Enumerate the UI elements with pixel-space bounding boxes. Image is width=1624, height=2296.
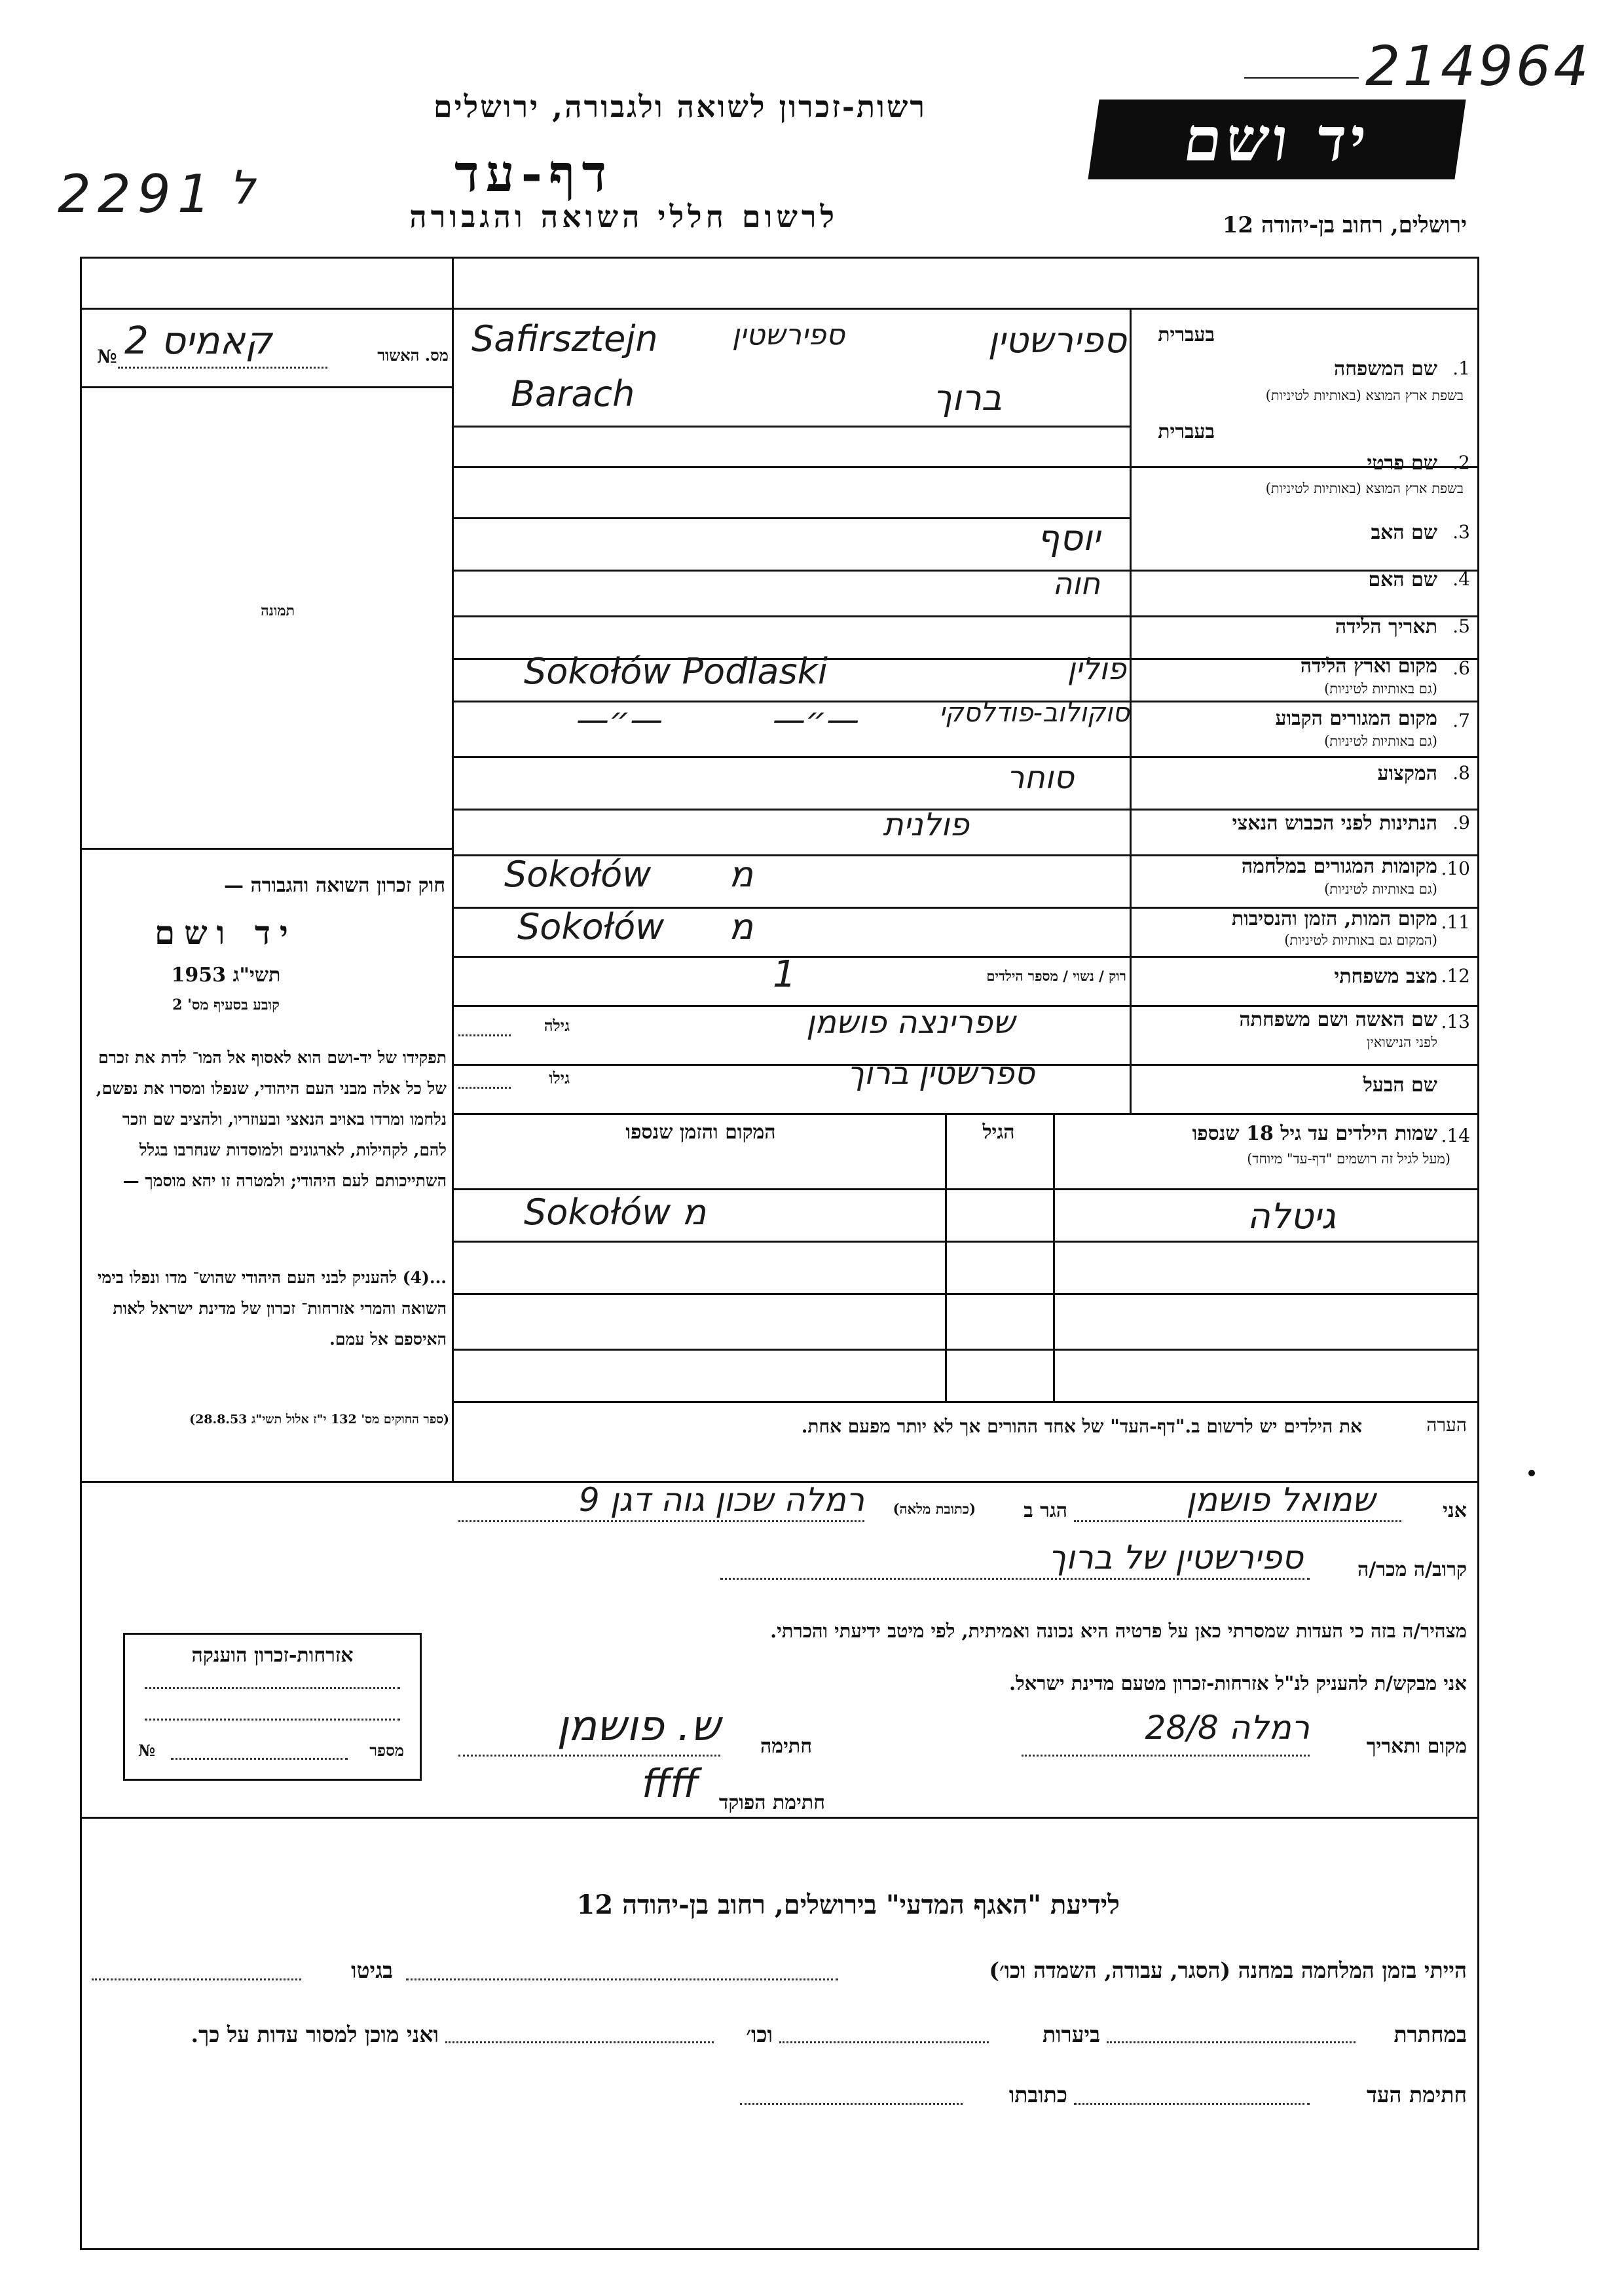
birthplace-latin-value: Sokołów Podlaski [524, 651, 828, 692]
form-subtitle: לרשום חללי השואה והגבורה [409, 199, 838, 234]
field-9-label: הנתינות לפני הכבוש הנאצי [1232, 812, 1437, 835]
field-13-number: 13. [1441, 1011, 1470, 1032]
law-title: חוק זכרון השואה והגבורה — [224, 874, 445, 897]
field-8-number: 8. [1452, 762, 1470, 784]
field-3-number: 3. [1452, 521, 1470, 543]
note-text: את הילדים יש לרשום ב."דף-העד" של אחד ההורים אך לא יותר מפעם אחת. [801, 1415, 1362, 1437]
hebrew-tag-1: בעברית [1158, 323, 1215, 346]
death-place-latin: Sokołów [517, 906, 665, 947]
declaration-request: אני מבקש/ת להעניק לנ"ל אזרחות-זכרון מטעם מדינת ישראל. [1008, 1672, 1467, 1694]
husband-age-label: גילו [549, 1068, 570, 1087]
officer-signature-label: חתימת הפוקד [718, 1791, 825, 1814]
frame-row-top [80, 308, 1479, 310]
field-6-number: 6. [1452, 657, 1470, 679]
field-7-sub: (גם באותיות לטיניות) [1324, 733, 1437, 749]
photo-label: תמונה [261, 602, 295, 619]
field-11-sub: (המקום גם באותיות לטיניות) [1284, 932, 1437, 948]
file-mark: ל [229, 161, 255, 215]
relative-label: קרוב/ה מכר/ה [1357, 1558, 1467, 1581]
declaration-statement: מצהיר/ה בזה כי העדות שמסרתי כאן על פרטיה היא נכונה ואמיתית, לפי מיטב ידיעתי והכרתי. [770, 1620, 1467, 1642]
note-label: הערה [1426, 1414, 1467, 1436]
signature-value: ש. פושמן [557, 1702, 720, 1751]
footer-forests-label: ביערות [1042, 2022, 1100, 2047]
wife-age-label: גילה [544, 1016, 570, 1035]
field-1-number: 1. [1452, 357, 1470, 379]
frame-top [80, 257, 1479, 259]
field-6-sub: (גם באותיות לטיניות) [1324, 681, 1437, 697]
citizenship-value: פולנית [883, 807, 969, 843]
address-hint: (כתובת מלאה) [893, 1501, 976, 1517]
hebrew-tag-2: בעברית [1158, 420, 1215, 443]
stray-dot [1528, 1470, 1535, 1476]
residing-label: הגר ב [1024, 1499, 1067, 1522]
archive-stamp-number: 214964 [1365, 34, 1591, 98]
mother-name-value: חוה [1052, 566, 1100, 601]
firstname-latin-value: Barach [511, 373, 635, 414]
field-10-label: מקומות המגורים במלחמה [1241, 855, 1437, 878]
law-year: תשי"ג 1953 [171, 964, 281, 987]
field-8-label: המקצוע [1377, 762, 1437, 785]
memorial-box-number-label: מספר [369, 1741, 404, 1760]
field-10-number: 10. [1441, 858, 1470, 879]
children-age-header: הגיל [982, 1121, 1015, 1144]
declaration-i-label: אני [1443, 1499, 1467, 1522]
approval-line [118, 367, 327, 369]
approval-no-mark: № [97, 346, 117, 367]
field-7-label: מקום המגורים הקבוע [1275, 707, 1437, 730]
children-place-header: המקום והזמן שנספו [625, 1121, 776, 1144]
birthplace-country-value: פולין [1067, 651, 1126, 686]
footer-underground-label: במחתרת [1393, 2022, 1467, 2047]
footer-address-label: כתובתו [1008, 2082, 1067, 2107]
declarant-name: שמואל פושמן [1186, 1481, 1375, 1519]
footer-testimony-label: ואני מוכן למסור עדות על כך. [191, 2022, 439, 2047]
field-4-label: שם האם [1368, 568, 1437, 591]
law-text-purpose: תפקידו של יד-ושם הוא לאסוף אל המו־ לדת את זכרם של כל אלה מבני העם היהודי, שנפלו ומסרו את נפשם, נלחמו ומרדו באויב הנאצי ובעוזריו, ולהציב שם וזכר להם, לקהילות, לארגונים ולמוסדות שנחרבו בגלל השתייכותם לעם היהודי; ולמטרה זו יהא מוסמך — [96, 1048, 447, 1190]
field-2-number: 2. [1452, 452, 1470, 473]
field-11-label: מקום המות, הזמן והנסיבות [1231, 907, 1437, 930]
wartime-residence-hebrew: מ [729, 854, 753, 895]
field-3-label: שם האב [1371, 521, 1437, 544]
officer-signature-value: ffff [642, 1761, 699, 1807]
field-1-sub: בשפת ארץ המוצא (באותיות לטיניות) [1265, 388, 1464, 403]
residence-ditto-1: —״— [576, 701, 663, 738]
children-label: שמות הילדים עד גיל 18 שנספו [1192, 1122, 1437, 1145]
field-2-sub: בשפת ארץ המוצא (באותיות לטיניות) [1265, 481, 1464, 496]
field-4-number: 4. [1452, 568, 1470, 590]
field-7-number: 7. [1452, 710, 1470, 731]
approval-label: מס. האשור [377, 346, 449, 365]
form-title: דף-עד [454, 144, 613, 204]
frame-bottom [80, 1817, 1479, 1819]
field-12-sub: רוק / נשוי / מספר הילדים [986, 968, 1126, 984]
child-place-1: Sokołów מ [524, 1192, 707, 1233]
children-count-value: 1 [773, 953, 796, 996]
death-place-hebrew: מ [729, 906, 753, 947]
declarant-address: רמלה שכון גוה דגן 9 [578, 1481, 864, 1519]
field-1-label: שם המשפחה [1333, 357, 1437, 380]
field-2-label: שם פרטי [1367, 452, 1437, 475]
surname-extra-value: ספירשטין [731, 318, 845, 352]
memorial-box-title: אזרחות-זכרון הוענקה [191, 1644, 354, 1667]
field-12-label: מצב משפחתי [1334, 965, 1437, 988]
wife-name-value: שפרינצה פושמן [806, 1004, 1015, 1041]
child-name-1: גיטלה [1247, 1195, 1336, 1237]
law-name: יד ושם [155, 913, 297, 952]
profession-value: סוחר [1006, 759, 1074, 796]
field-6-label: מקום וארץ הלידה [1300, 655, 1437, 678]
file-number: 2291 [58, 164, 217, 225]
top-dash [1244, 77, 1359, 79]
frame-right [1477, 257, 1479, 2250]
label-column-divider [1130, 308, 1132, 1113]
signature-label: חתימה [760, 1735, 812, 1758]
place-date-value: רמלה 28/8 [1145, 1709, 1310, 1747]
yad-vashem-logo: יד ושם [1088, 100, 1466, 179]
relative-value: ספירשטין של ברוך [1048, 1539, 1303, 1576]
footer-witness-signature-label: חתימת העד [1366, 2082, 1467, 2107]
father-name-value: יוסף [1037, 517, 1100, 558]
law-section: קובע בסעיף מס' 2 [172, 996, 280, 1013]
approval-value: 2 קאמיס [124, 318, 272, 363]
place-date-label: מקום ותאריך [1366, 1735, 1467, 1758]
frame-left [80, 257, 82, 2250]
footer-ghetto-label: בגיטו [351, 1958, 393, 1983]
residence-ditto-2: —״— [773, 701, 860, 738]
footer-notice: לידיעת "האגף המדעי" בירושלים, רחוב בן-יהודה 12 [576, 1889, 1120, 1920]
residence-value: סוקולוב-פודלסקי [938, 698, 1130, 728]
law-text-memorial: ...(4) להעניק לבני העם היהודי שהוש־ מדו ונפלו בימי השואה והמרי אזרחות־ זכרון של מדינת ישראל לאות האיספם אל עמם. [97, 1268, 447, 1349]
footer-etc-label: וכו׳ [746, 2022, 773, 2047]
memorial-citizenship-box [123, 1633, 422, 1781]
field-9-number: 9. [1452, 812, 1470, 833]
field-11-number: 11. [1441, 911, 1470, 933]
field-13-sub: לפני הנישואין [1367, 1034, 1437, 1050]
husband-label: שם הבעל [1363, 1074, 1437, 1097]
frame-outer-bottom [80, 2248, 1479, 2250]
husband-name-value: ספרשטין ברוך [847, 1055, 1035, 1092]
field-10-sub: (גם באותיות לטיניות) [1324, 881, 1437, 897]
field-14-number: 14. [1441, 1125, 1470, 1146]
surname-hebrew-value: ספירשטין [987, 319, 1126, 361]
footer-camp-label: הייתי בזמן המלחמה במחנה (הסגר, עבודה, השמדה וכו׳) [989, 1958, 1467, 1983]
wartime-residence-latin: Sokołów [504, 854, 652, 895]
firstname-hebrew-value: ברוך [932, 377, 1002, 418]
left-column-divider [452, 257, 454, 1481]
memorial-box-number-mark: № [138, 1741, 156, 1760]
law-source: (ספר החוקים מס' 132 י"ז אלול תשי"ג 28.8.53) [189, 1412, 449, 1427]
authority-name: רשות-זכרון לשואה ולגבורה, ירושלים [433, 89, 927, 124]
field-12-number: 12. [1441, 965, 1470, 987]
children-sub: (מעל לגיל זה רושמים "דף-עד" מיוחד) [1247, 1151, 1450, 1167]
surname-latin-value: Safirsztejn [471, 318, 658, 359]
header-address: ירושלים, רחוב בן-יהודה 12 [1222, 212, 1467, 238]
field-5-label: תאריך הלידה [1335, 615, 1437, 638]
field-13-label: שם האשה ושם משפחתה [1239, 1008, 1437, 1031]
field-5-number: 5. [1452, 615, 1470, 637]
